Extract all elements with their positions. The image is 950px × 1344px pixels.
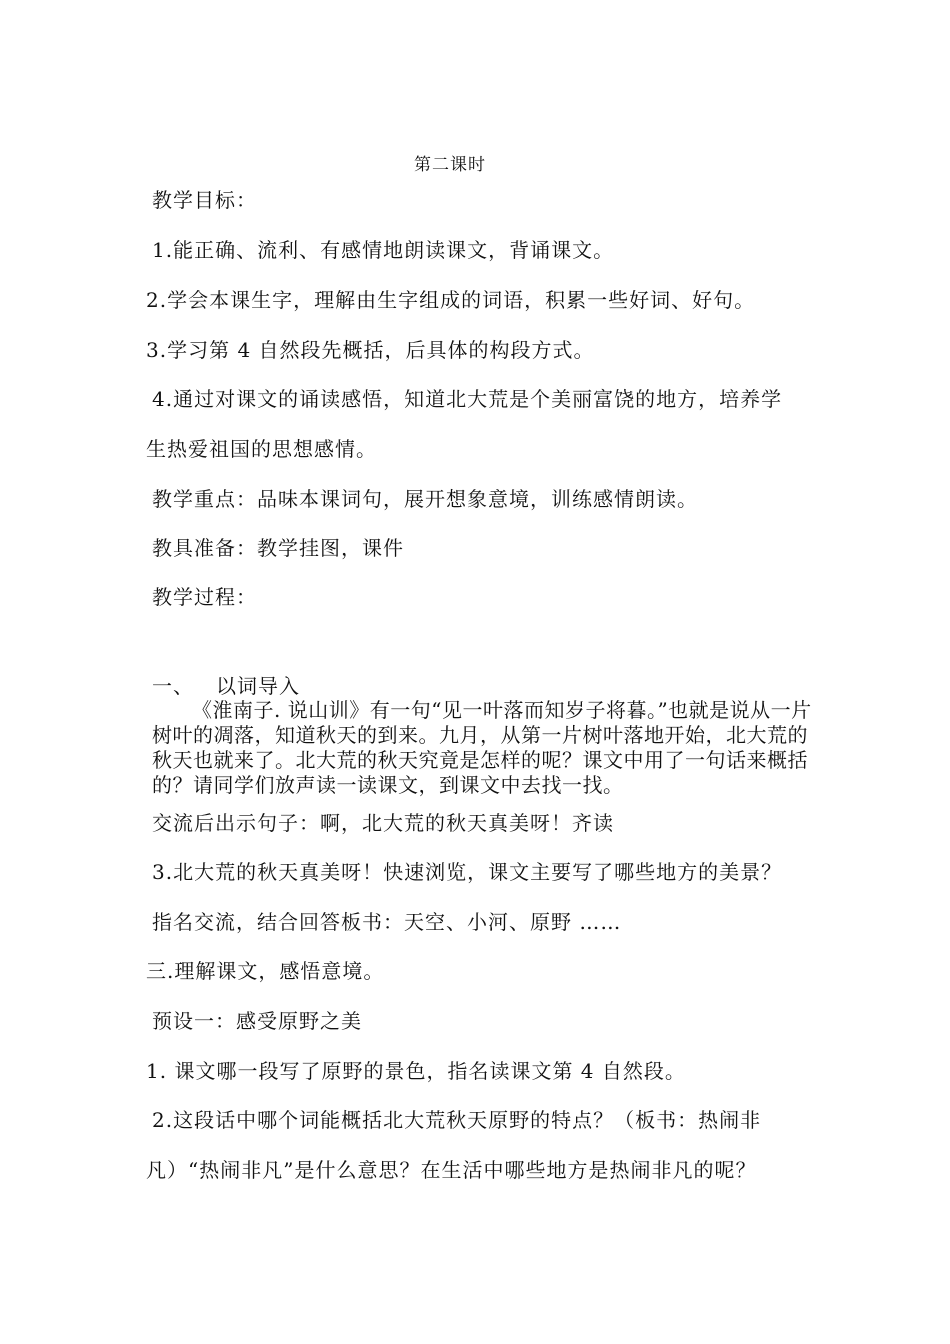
key-point: 教学重点：品味本课词句，展开想象意境，训练感情朗读。 [152, 487, 698, 511]
objectives-label: 教学目标： [152, 188, 257, 212]
objective-4: 4.通过对课文的诵读感悟，知道北大荒是个美丽富饶的地方，培养学 [152, 387, 783, 411]
lesson-title: 第二课时 [414, 155, 486, 175]
section-1-heading [152, 673, 300, 699]
objective-2: 2.学会本课生字，理解由生字组成的词语，积累一些好词、好句。 [146, 288, 756, 312]
objective-3: 3.学习第 4 自然段先概括，后具体的构段方式。 [146, 338, 595, 362]
preset-question-1: 1. 课文哪一段写了原野的景色，指名读课文第 4 自然段。 [146, 1059, 686, 1083]
exchange-line: 交流后出示句子：啊，北大荒的秋天真美呀！齐读 [152, 811, 614, 835]
section-1-paragraph: 《淮南子. 说山训》有一句“见一叶落而知岁子将暮。”也就是说从一片树叶的凋落，知道秋天的到来。九月，从第一片树叶落地开始，北大荒的秋天也就来了。北大荒的秋天究竟是怎样的呢？课文中用了一句话来概括的？请同学们放声读一读课文，到课文中去找一找。 [152, 698, 812, 797]
section-1-title: 以词导入 [216, 674, 300, 698]
process-label: 教学过程： [152, 585, 257, 609]
section-3-heading: 三.理解课文，感悟意境。 [146, 959, 385, 983]
section-1-number: 一、 [152, 674, 194, 698]
preset-1: 预设一：感受原野之美 [152, 1009, 362, 1033]
preset-question-2: 2.这段话中哪个词能概括北大荒秋天原野的特点？（板书：热闹非 [152, 1108, 762, 1132]
board-writing-line: 指名交流，结合回答板书：天空、小河、原野 …… [152, 910, 622, 934]
preset-question-2-continued: 凡）“热闹非凡”是什么意思？在生活中哪些地方是热闹非凡的呢？ [146, 1158, 757, 1182]
teaching-materials: 教具准备：教学挂图，课件 [152, 536, 404, 560]
objective-4-continued: 生热爱祖国的思想感情。 [146, 437, 377, 461]
question-3: 3.北大荒的秋天真美呀！快速浏览，课文主要写了哪些地方的美景？ [152, 860, 783, 884]
objective-1: 1.能正确、流利、有感情地朗读课文，背诵课文。 [152, 238, 615, 262]
